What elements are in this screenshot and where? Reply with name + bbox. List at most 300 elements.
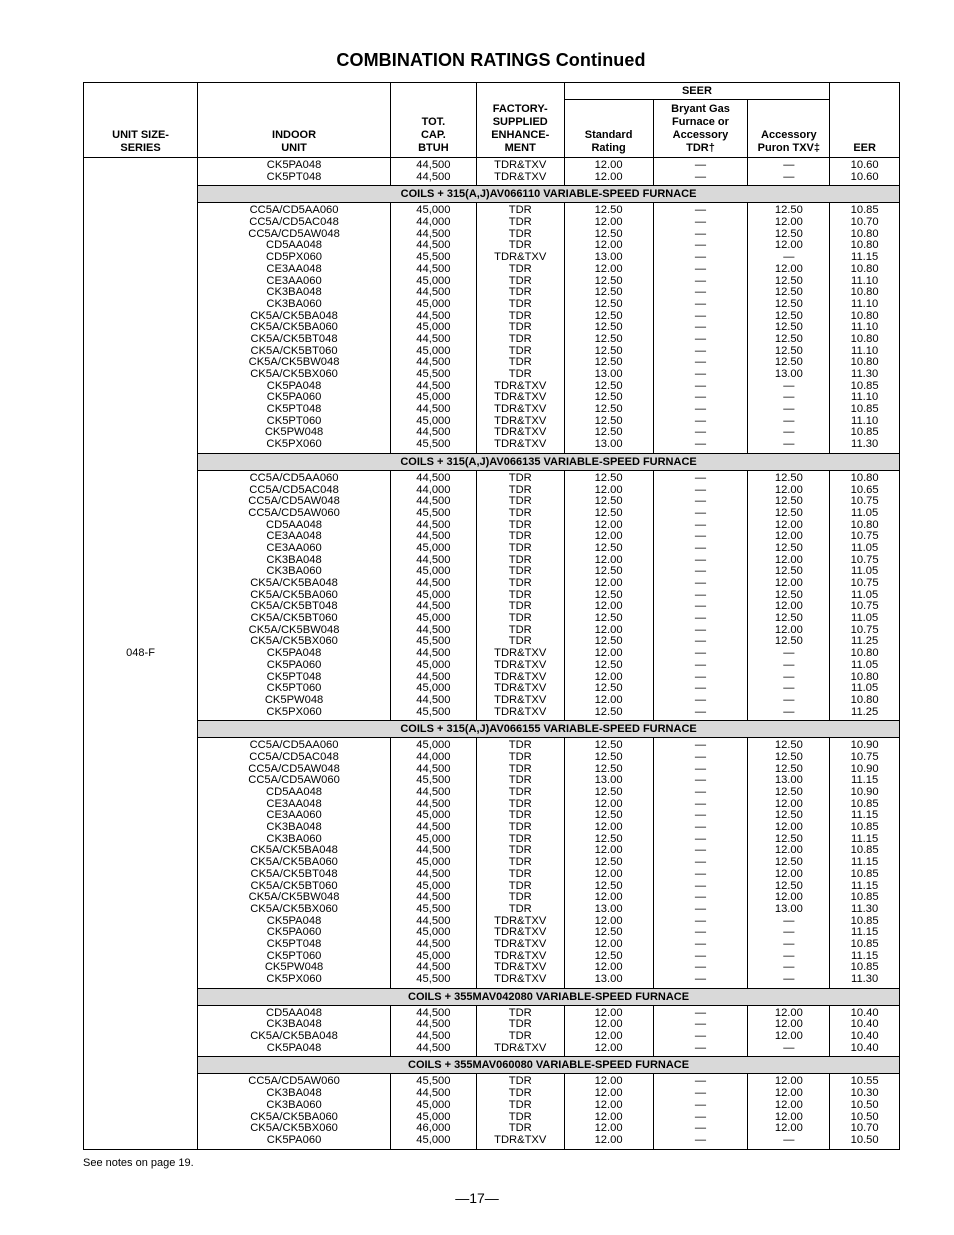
col-eer: [830, 158, 900, 186]
cell-indoor-unit: CK5PX060: [266, 973, 322, 985]
cell-total-capacity: 44,500: [416, 693, 451, 706]
cell-enhancement: TDR&TXV: [494, 658, 547, 671]
cell-indoor-unit: CK5PX060: [266, 438, 322, 451]
col-standard-rating: [564, 470, 653, 720]
cell-indoor-unit: CC5A/CD5AC048: [249, 750, 339, 763]
cell-accessory-txv: 12.50: [774, 471, 803, 484]
cell-enhancement: TDR: [508, 239, 532, 252]
cell-eer: 11.25: [851, 635, 879, 648]
cell-indoor-unit: CK5A/CK5BT048: [250, 332, 338, 345]
cell-indoor-unit: CC5A/CD5AW060: [248, 506, 340, 519]
cell-indoor-unit: CK5A/CK5BA060: [250, 1110, 338, 1123]
cell-indoor-unit: CK5PA048: [266, 914, 322, 927]
cell-eer: 10.85: [850, 891, 879, 904]
cell-accessory-txv: 12.50: [774, 344, 803, 357]
cell-bryant-tdr: —: [694, 949, 707, 962]
cell-enhancement: TDR: [508, 506, 532, 519]
col-eer: [830, 738, 900, 988]
cell-indoor-unit: CK5A/CK5BA048: [250, 309, 338, 322]
cell-accessory-txv: —: [783, 379, 795, 392]
col-header-standard-rating: Standard Rating: [564, 100, 653, 158]
cell-standard-rating: 12.50: [594, 762, 623, 775]
col-accessory-txv: [748, 1074, 830, 1149]
cell-indoor-unit: CK3BA048: [266, 1087, 322, 1100]
cell-enhancement: TDR&TXV: [494, 379, 547, 392]
cell-eer: 10.85: [850, 937, 879, 950]
cell-bryant-tdr: —: [694, 973, 707, 985]
cell-eer: 10.85: [850, 867, 879, 880]
cell-indoor-unit: CC5A/CD5AA060: [249, 204, 339, 217]
cell-bryant-tdr: —: [694, 344, 707, 357]
col-header-factory-enhancement: FACTORY- SUPPLIED ENHANCE- MENT: [476, 83, 564, 158]
combination-group-rows: [84, 203, 900, 453]
cell-accessory-txv: —: [783, 926, 795, 939]
cell-enhancement: TDR: [508, 344, 532, 357]
cell-indoor-unit: CK5PA048: [266, 1041, 322, 1054]
cell-bryant-tdr: —: [694, 251, 707, 264]
cell-accessory-txv: 12.00: [774, 1110, 803, 1123]
cell-indoor-unit: CK3BA060: [266, 832, 322, 845]
cell-total-capacity: 45,500: [416, 251, 451, 264]
cell-standard-rating: 12.50: [594, 227, 623, 240]
cell-enhancement: TDR&TXV: [494, 914, 547, 927]
cell-total-capacity: 44,500: [416, 356, 451, 369]
cell-standard-rating: 12.50: [594, 356, 623, 369]
cell-standard-rating: 12.00: [594, 844, 623, 857]
cell-eer: 11.15: [851, 809, 879, 822]
cell-bryant-tdr: —: [694, 832, 707, 845]
cell-standard-rating: 13.00: [594, 368, 623, 380]
cell-indoor-unit: CK5A/CK5BT048: [250, 867, 338, 880]
cell-eer: 10.75: [850, 623, 879, 636]
cell-total-capacity: 44,500: [416, 471, 451, 484]
cell-indoor-unit: CK5PW048: [264, 426, 324, 439]
cell-indoor-unit: CK5PA048: [266, 379, 322, 392]
cell-indoor-unit: CK3BA060: [266, 1098, 322, 1111]
cell-bryant-tdr: —: [694, 1098, 707, 1111]
cell-accessory-txv: 12.00: [774, 821, 803, 834]
cell-total-capacity: 45,000: [416, 414, 451, 427]
cell-standard-rating: 12.00: [594, 1006, 623, 1019]
cell-accessory-txv: 12.00: [774, 623, 803, 636]
cell-enhancement: TDR: [508, 483, 532, 496]
cell-enhancement: TDR&TXV: [494, 670, 547, 683]
cell-total-capacity: 44,500: [416, 670, 451, 683]
cell-accessory-txv: —: [783, 391, 795, 404]
cell-eer: 10.75: [850, 553, 879, 566]
cell-indoor-unit: CE3AA060: [266, 809, 322, 822]
cell-enhancement: TDR: [508, 368, 532, 380]
cell-accessory-txv: 12.00: [774, 867, 803, 880]
col-indoor-unit: [198, 203, 391, 453]
cell-indoor-unit: CK5A/CK5BA060: [250, 588, 338, 601]
cell-bryant-tdr: —: [694, 961, 707, 974]
cell-eer: 10.60: [850, 159, 879, 171]
cell-eer: 10.85: [850, 379, 879, 392]
cell-indoor-unit: CK3BA060: [266, 565, 322, 578]
cell-enhancement: TDR: [508, 495, 532, 508]
cell-accessory-txv: —: [783, 438, 795, 451]
cell-eer: 11.25: [851, 705, 879, 718]
cell-bryant-tdr: —: [694, 1006, 707, 1019]
cell-indoor-unit: CE3AA060: [266, 541, 322, 554]
cell-accessory-txv: 12.50: [774, 588, 803, 601]
col-standard-rating: [564, 1074, 653, 1149]
cell-enhancement: TDR: [508, 321, 532, 334]
col-standard-rating: [564, 158, 653, 186]
group-title: COILS + 315(A,J)AV066135 VARIABLE-SPEED FURNACE: [198, 453, 900, 470]
cell-eer: 10.40: [850, 1018, 879, 1031]
cell-enhancement: TDR&TXV: [494, 949, 547, 962]
combination-group-rows: [84, 1074, 900, 1149]
cell-standard-rating: 12.00: [594, 623, 623, 636]
cell-accessory-txv: 12.00: [774, 891, 803, 904]
cell-eer: 10.80: [850, 647, 879, 660]
cell-eer: 10.80: [850, 227, 879, 240]
combination-group-rows: [84, 1005, 900, 1057]
cell-bryant-tdr: —: [694, 856, 707, 869]
cell-standard-rating: 12.50: [594, 926, 623, 939]
cell-bryant-tdr: —: [694, 1087, 707, 1100]
cell-standard-rating: 12.50: [594, 344, 623, 357]
cell-accessory-txv: 12.00: [774, 553, 803, 566]
cell-total-capacity: 45,000: [416, 1098, 451, 1111]
cell-standard-rating: 12.00: [594, 1075, 623, 1088]
cell-total-capacity: 45,000: [416, 588, 451, 601]
cell-bryant-tdr: —: [694, 750, 707, 763]
cell-standard-rating: 12.00: [594, 1122, 623, 1135]
cell-indoor-unit: CC5A/CD5AW048: [248, 762, 340, 775]
cell-standard-rating: 12.50: [594, 832, 623, 845]
cell-eer: 11.05: [851, 506, 879, 519]
cell-enhancement: TDR: [508, 902, 532, 915]
cell-total-capacity: 45,000: [416, 856, 451, 869]
cell-eer: 10.70: [850, 1122, 879, 1135]
cell-bryant-tdr: —: [694, 506, 707, 519]
cell-accessory-txv: —: [783, 1133, 795, 1146]
cell-enhancement: TDR: [508, 356, 532, 369]
cell-bryant-tdr: —: [694, 809, 707, 822]
cell-enhancement: TDR&TXV: [494, 1133, 547, 1146]
group-title: COILS + 315(A,J)AV066155 VARIABLE-SPEED FURNACE: [198, 721, 900, 738]
cell-indoor-unit: CD5AA048: [266, 239, 323, 252]
cell-standard-rating: 13.00: [594, 438, 623, 451]
cell-bryant-tdr: —: [694, 471, 707, 484]
cell-total-capacity: 44,500: [416, 1018, 451, 1031]
cell-standard-rating: 12.00: [594, 159, 623, 171]
cell-accessory-txv: 12.00: [774, 1006, 803, 1019]
cell-standard-rating: 12.50: [594, 786, 623, 798]
col-bryant-tdr: [653, 470, 748, 720]
table-body: [84, 158, 900, 1150]
cell-bryant-tdr: —: [694, 530, 707, 543]
cell-enhancement: TDR: [508, 809, 532, 822]
cell-accessory-txv: —: [783, 973, 795, 985]
cell-eer: 11.15: [851, 949, 879, 962]
cell-standard-rating: 12.00: [594, 1133, 623, 1146]
cell-eer: 10.90: [850, 739, 879, 752]
cell-bryant-tdr: —: [694, 844, 707, 857]
cell-total-capacity: 44,500: [416, 914, 451, 927]
col-total-capacity: [390, 1005, 476, 1057]
group-title: COILS + 355MAV060080 VARIABLE-SPEED FURNACE: [198, 1057, 900, 1074]
cell-eer: 11.05: [851, 682, 879, 695]
cell-enhancement: TDR: [508, 471, 532, 484]
cell-standard-rating: 12.00: [594, 1041, 623, 1054]
cell-total-capacity: 45,000: [416, 879, 451, 892]
cell-indoor-unit: CK5A/CK5BA060: [250, 321, 338, 334]
notes-footnote: See notes on page 19.: [83, 1157, 194, 1169]
cell-total-capacity: 44,500: [416, 309, 451, 322]
cell-accessory-txv: —: [783, 170, 795, 183]
cell-enhancement: TDR&TXV: [494, 391, 547, 404]
cell-total-capacity: 44,500: [416, 600, 451, 613]
cell-indoor-unit: CK5PT048: [266, 937, 322, 950]
cell-eer: 10.85: [850, 914, 879, 927]
cell-standard-rating: 12.50: [594, 297, 623, 310]
cell-standard-rating: 12.50: [594, 658, 623, 671]
cell-total-capacity: 45,500: [416, 438, 451, 451]
cell-bryant-tdr: —: [694, 1110, 707, 1123]
cell-enhancement: TDR&TXV: [494, 159, 547, 171]
cell-eer: 11.30: [851, 438, 879, 451]
cell-enhancement: TDR: [508, 1075, 532, 1088]
col-enhancement: [476, 470, 564, 720]
cell-enhancement: TDR: [508, 750, 532, 763]
cell-indoor-unit: CK3BA048: [266, 553, 322, 566]
cell-enhancement: TDR&TXV: [494, 251, 547, 264]
cell-accessory-txv: 12.00: [774, 1098, 803, 1111]
cell-indoor-unit: CC5A/CD5AC048: [249, 216, 339, 229]
col-indoor-unit: [198, 470, 391, 720]
cell-eer: 11.30: [851, 902, 879, 915]
cell-eer: 10.80: [850, 309, 879, 322]
cell-indoor-unit: CK5PT060: [266, 949, 322, 962]
cell-indoor-unit: CK5PA048: [266, 647, 322, 660]
cell-standard-rating: 12.00: [594, 170, 623, 183]
cell-accessory-txv: 12.00: [774, 530, 803, 543]
cell-standard-rating: 12.50: [594, 471, 623, 484]
col-indoor-unit: [198, 1005, 391, 1057]
cell-total-capacity: 45,000: [416, 739, 451, 752]
cell-total-capacity: 45,000: [416, 612, 451, 625]
cell-eer: 10.40: [850, 1030, 879, 1043]
col-total-capacity: [390, 158, 476, 186]
cell-eer: 11.15: [851, 879, 879, 892]
cell-standard-rating: 12.50: [594, 856, 623, 869]
cell-standard-rating: 12.50: [594, 309, 623, 322]
cell-total-capacity: 45,000: [416, 391, 451, 404]
col-enhancement: [476, 1074, 564, 1149]
cell-indoor-unit: CK5PA060: [266, 1133, 322, 1146]
cell-eer: 10.40: [850, 1041, 879, 1054]
cell-accessory-txv: 13.00: [774, 368, 803, 380]
col-standard-rating: [564, 738, 653, 988]
cell-enhancement: TDR: [508, 739, 532, 752]
cell-bryant-tdr: —: [694, 227, 707, 240]
cell-accessory-txv: —: [783, 1041, 795, 1054]
cell-eer: 10.80: [850, 262, 879, 275]
cell-eer: 10.80: [850, 332, 879, 345]
cell-indoor-unit: CK5PW048: [264, 693, 324, 706]
cell-accessory-txv: —: [783, 159, 795, 171]
cell-total-capacity: 45,000: [416, 565, 451, 578]
cell-eer: 11.10: [851, 297, 879, 310]
combination-group-header: [84, 721, 900, 738]
cell-accessory-txv: —: [783, 705, 795, 718]
cell-indoor-unit: CK5A/CK5BX060: [250, 902, 338, 915]
cell-total-capacity: 44,500: [416, 518, 451, 531]
cell-indoor-unit: CD5AA048: [266, 1006, 323, 1019]
cell-bryant-tdr: —: [694, 216, 707, 229]
cell-eer: 10.65: [850, 483, 879, 496]
cell-bryant-tdr: —: [694, 414, 707, 427]
cell-bryant-tdr: —: [694, 170, 707, 183]
cell-eer: 11.05: [851, 541, 879, 554]
cell-enhancement: TDR: [508, 565, 532, 578]
cell-total-capacity: 45,000: [416, 658, 451, 671]
cell-standard-rating: 12.50: [594, 286, 623, 299]
cell-eer: 11.15: [851, 856, 879, 869]
cell-enhancement: TDR: [508, 530, 532, 543]
col-standard-rating: [564, 203, 653, 453]
cell-total-capacity: 44,500: [416, 553, 451, 566]
cell-standard-rating: 12.00: [594, 577, 623, 589]
col-header-indoor-unit: INDOOR UNIT: [198, 83, 391, 158]
col-indoor-unit: [198, 1074, 391, 1149]
cell-total-capacity: 44,500: [416, 332, 451, 345]
cell-enhancement: TDR: [508, 1030, 532, 1043]
combination-group-header: [84, 1057, 900, 1074]
cell-enhancement: TDR: [508, 309, 532, 322]
cell-enhancement: TDR: [508, 786, 532, 798]
cell-standard-rating: 12.50: [594, 750, 623, 763]
cell-bryant-tdr: —: [694, 204, 707, 217]
cell-total-capacity: 44,500: [416, 1006, 451, 1019]
cell-total-capacity: 44,500: [416, 495, 451, 508]
cell-enhancement: TDR&TXV: [494, 414, 547, 427]
page-number: —17—: [455, 1190, 499, 1206]
cell-accessory-txv: 12.50: [774, 832, 803, 845]
cell-indoor-unit: CK5PT060: [266, 414, 322, 427]
cell-standard-rating: 13.00: [594, 973, 623, 985]
cell-accessory-txv: 12.00: [774, 577, 803, 589]
cell-bryant-tdr: —: [694, 600, 707, 613]
cell-standard-rating: 12.50: [594, 414, 623, 427]
cell-standard-rating: 12.00: [594, 937, 623, 950]
cell-total-capacity: 45,000: [416, 297, 451, 310]
cell-enhancement: TDR: [508, 204, 532, 217]
cell-indoor-unit: CK3BA048: [266, 1018, 322, 1031]
unit-size-series: 048-F: [84, 158, 198, 1150]
cell-accessory-txv: 12.50: [774, 879, 803, 892]
cell-accessory-txv: 12.50: [774, 332, 803, 345]
cell-eer: 11.05: [851, 565, 879, 578]
cell-eer: 10.75: [850, 530, 879, 543]
col-eer: [830, 203, 900, 453]
cell-standard-rating: 12.50: [594, 565, 623, 578]
cell-standard-rating: 13.00: [594, 774, 623, 787]
cell-bryant-tdr: —: [694, 368, 707, 380]
page-title: COMBINATION RATINGS Continued: [336, 50, 646, 70]
cell-eer: 11.10: [851, 391, 879, 404]
cell-bryant-tdr: —: [694, 797, 707, 810]
cell-indoor-unit: CC5A/CD5AC048: [249, 483, 339, 496]
cell-standard-rating: 12.00: [594, 262, 623, 275]
cell-bryant-tdr: —: [694, 309, 707, 322]
cell-standard-rating: 12.50: [594, 705, 623, 718]
cell-eer: 10.75: [850, 600, 879, 613]
cell-accessory-txv: —: [783, 251, 795, 264]
cell-accessory-txv: 12.00: [774, 216, 803, 229]
cell-indoor-unit: CD5AA048: [266, 786, 323, 798]
cell-total-capacity: 44,500: [416, 647, 451, 660]
cell-bryant-tdr: —: [694, 518, 707, 531]
cell-indoor-unit: CK5PT048: [266, 170, 322, 183]
cell-eer: 10.90: [850, 786, 879, 798]
cell-bryant-tdr: —: [694, 565, 707, 578]
cell-accessory-txv: 12.50: [774, 274, 803, 287]
cell-standard-rating: 12.00: [594, 600, 623, 613]
cell-indoor-unit: CD5AA048: [266, 518, 323, 531]
cell-total-capacity: 45,000: [416, 949, 451, 962]
cell-enhancement: TDR&TXV: [494, 170, 547, 183]
col-standard-rating: [564, 1005, 653, 1057]
cell-eer: 10.80: [850, 670, 879, 683]
cell-accessory-txv: 12.50: [774, 750, 803, 763]
cell-indoor-unit: CK5PT048: [266, 403, 322, 416]
cell-bryant-tdr: —: [694, 647, 707, 660]
cell-eer: 10.75: [850, 750, 879, 763]
combination-group-rows: [84, 738, 900, 988]
cell-eer: 11.15: [851, 774, 879, 787]
cell-standard-rating: 12.50: [594, 612, 623, 625]
cell-total-capacity: 45,000: [416, 832, 451, 845]
cell-indoor-unit: CK5PA060: [266, 658, 322, 671]
cell-eer: 10.80: [850, 286, 879, 299]
cell-standard-rating: 12.00: [594, 483, 623, 496]
cell-total-capacity: 44,000: [416, 216, 451, 229]
cell-bryant-tdr: —: [694, 391, 707, 404]
cell-bryant-tdr: —: [694, 821, 707, 834]
cell-accessory-txv: —: [783, 658, 795, 671]
cell-standard-rating: 12.00: [594, 821, 623, 834]
cell-accessory-txv: —: [783, 914, 795, 927]
cell-total-capacity: 45,000: [416, 274, 451, 287]
cell-standard-rating: 12.50: [594, 274, 623, 287]
cell-enhancement: TDR: [508, 867, 532, 880]
cell-indoor-unit: CE3AA060: [266, 274, 322, 287]
cell-enhancement: TDR&TXV: [494, 647, 547, 660]
cell-enhancement: TDR: [508, 216, 532, 229]
cell-accessory-txv: 12.00: [774, 1030, 803, 1043]
cell-bryant-tdr: —: [694, 426, 707, 439]
cell-total-capacity: 45,500: [416, 973, 451, 985]
cell-standard-rating: 12.50: [594, 879, 623, 892]
combination-group-rows: [84, 470, 900, 720]
cell-indoor-unit: CK5A/CK5BA060: [250, 856, 338, 869]
cell-accessory-txv: 12.00: [774, 518, 803, 531]
col-header-eer: EER: [830, 83, 900, 158]
cell-total-capacity: 45,500: [416, 1075, 451, 1088]
cell-standard-rating: 12.50: [594, 391, 623, 404]
col-bryant-tdr: [653, 1005, 748, 1057]
cell-standard-rating: 12.50: [594, 739, 623, 752]
cell-eer: 11.10: [851, 274, 879, 287]
cell-total-capacity: 44,500: [416, 821, 451, 834]
cell-accessory-txv: 12.50: [774, 495, 803, 508]
cell-accessory-txv: 12.50: [774, 635, 803, 648]
